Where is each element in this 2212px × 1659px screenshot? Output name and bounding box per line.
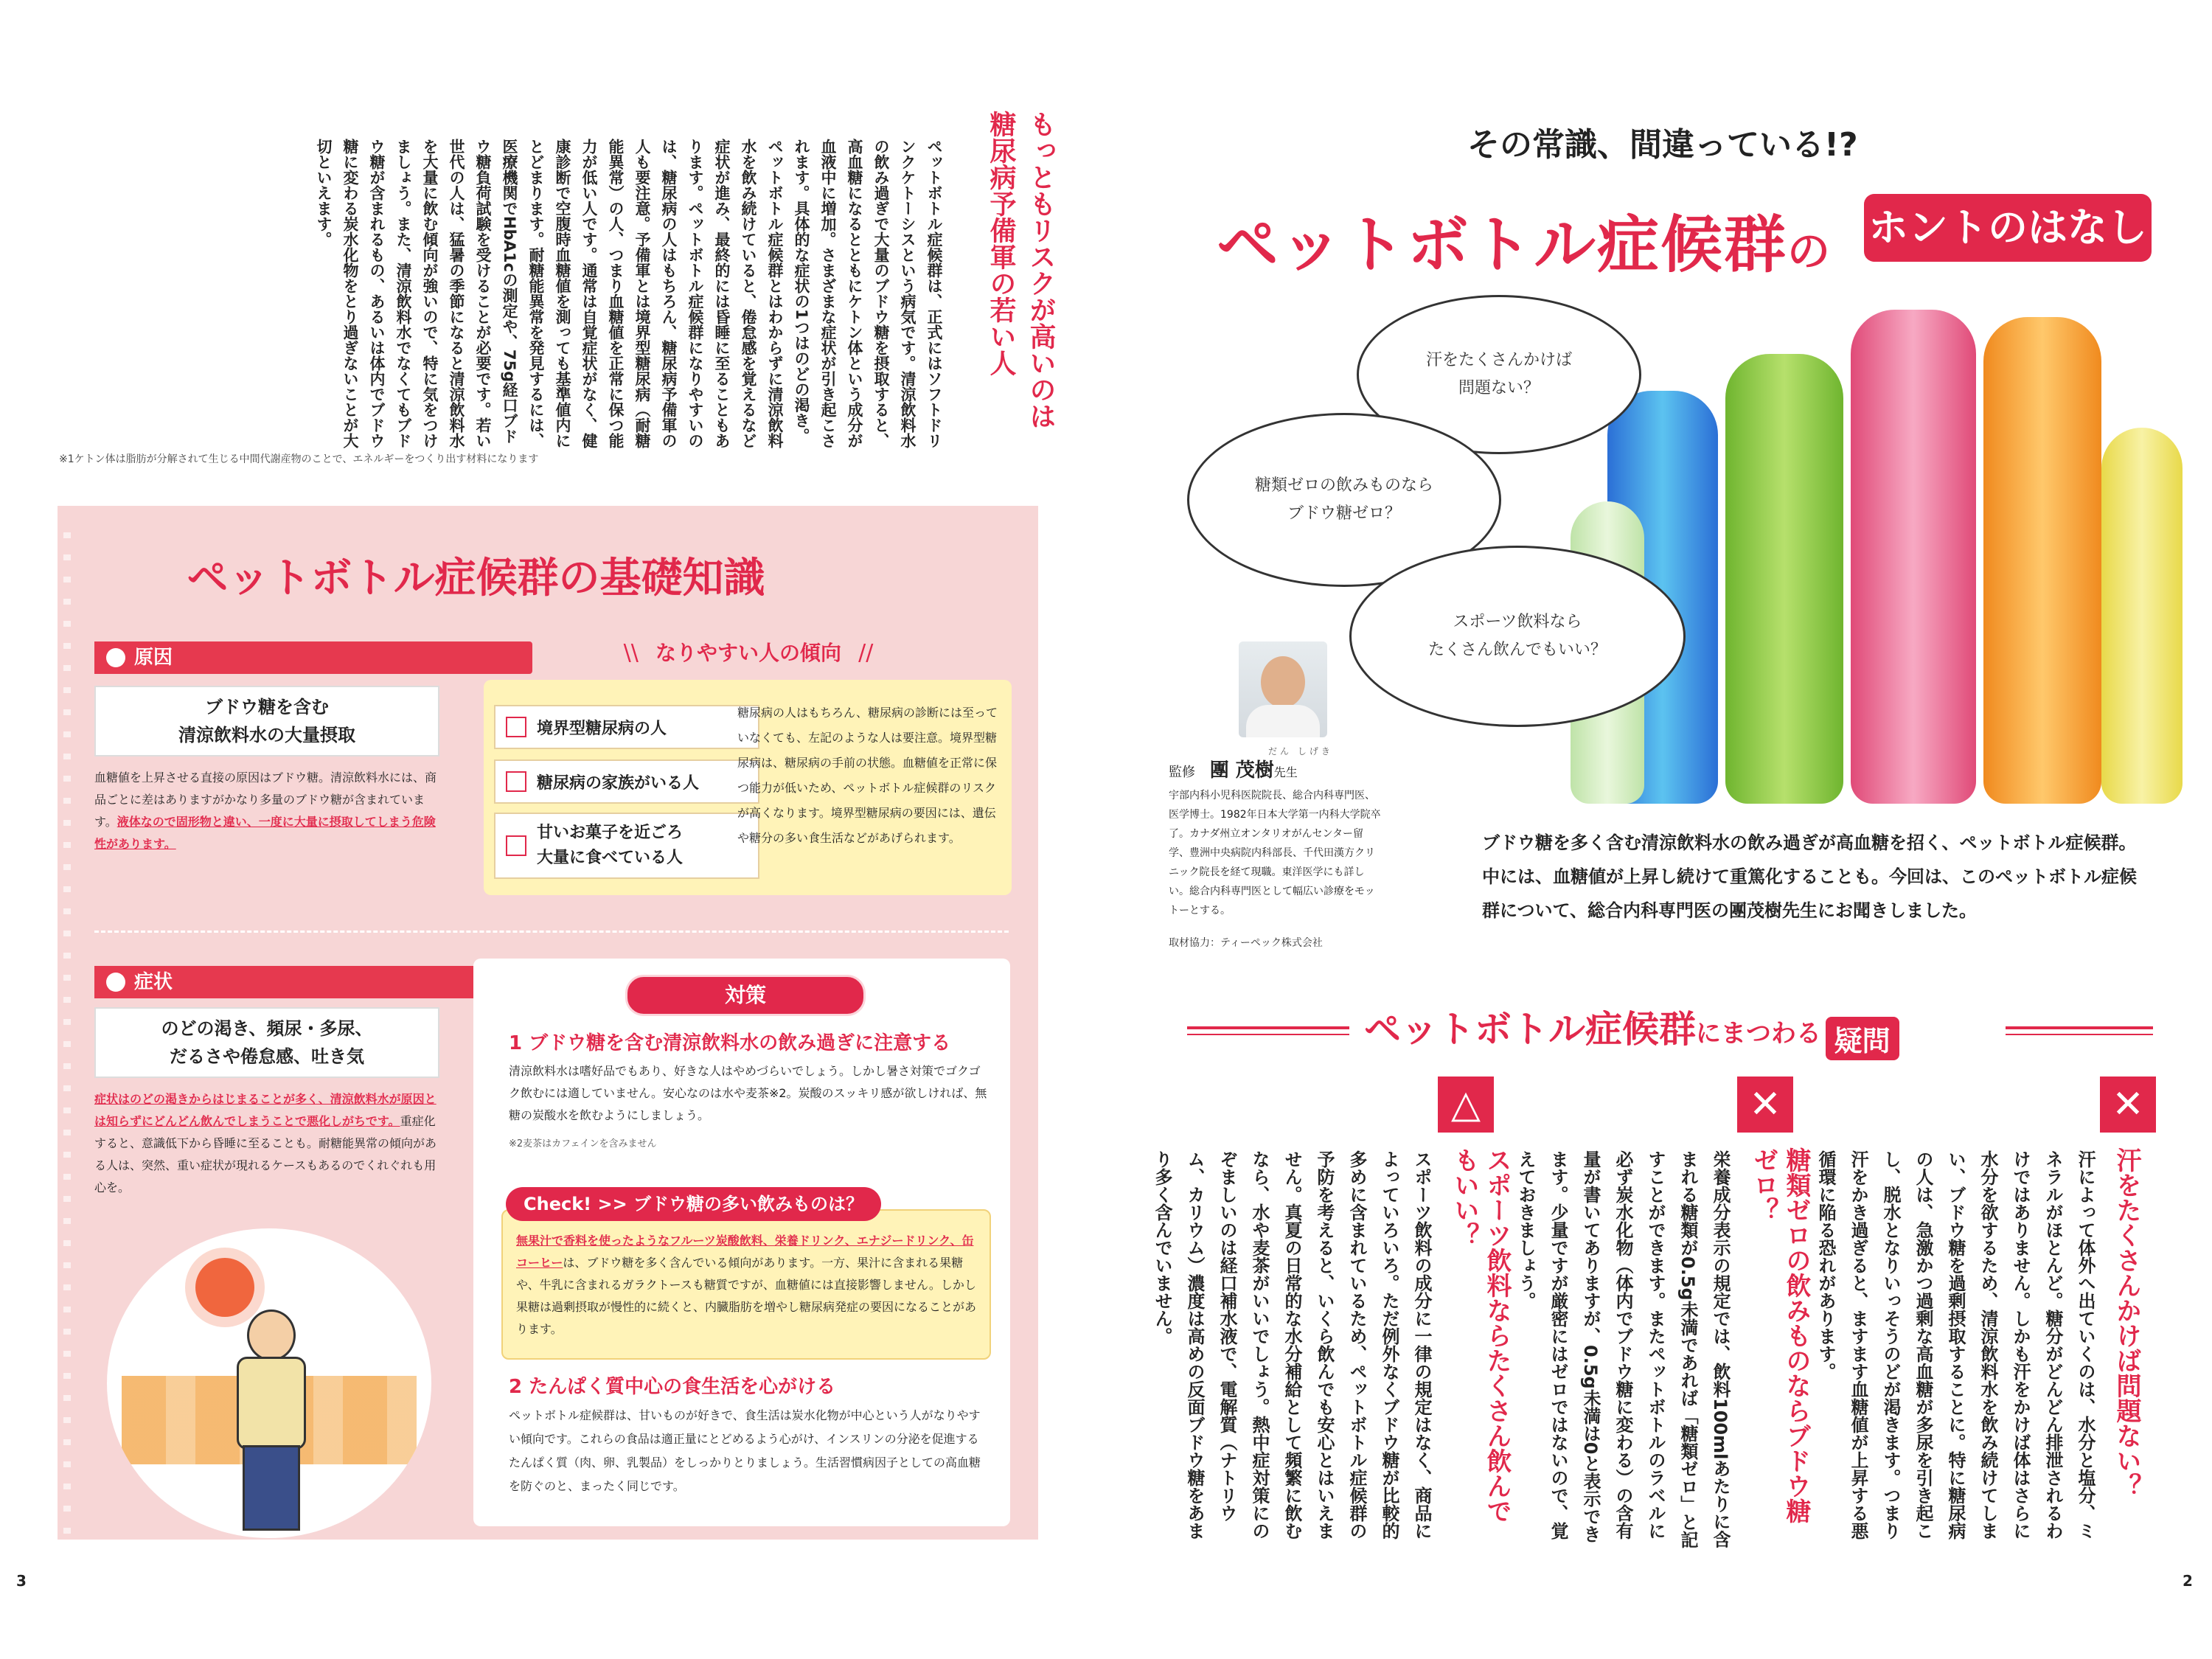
right-page-number: 2: [2183, 1572, 2193, 1590]
panel-edge-holes: [63, 516, 71, 1534]
basics-title: ペットボトル症候群の基礎知識: [187, 554, 765, 602]
tendency-text: 糖尿病の人はもちろん、糖尿病の診断には至っていなくても、左記のような人は要注意。境界型糖尿病は、糖尿病の手前の状態。血糖値を正常に保つ能力が低いため、ペットボトル症候群のリスクが高くなります。境界型糖尿病の要因には、遺伝や糖分の多い食生活などがあげられます。: [737, 706, 998, 845]
main-title-no: の: [1787, 226, 1832, 276]
symptom-text-block: [94, 1088, 441, 1199]
tendency-title-wrap: \\ なりやすい人の傾向 //: [623, 640, 874, 666]
mark-triangle-icon: △: [1438, 1077, 1494, 1133]
supervisor-name-line: [1169, 755, 1298, 782]
check-icon: [506, 835, 526, 856]
cloud-text: スポーツ飲料なら たくさん飲んでもいい？: [1427, 613, 1607, 659]
kicker: その常識、間違っている!?: [1467, 126, 1858, 164]
supervisor-photo: [1239, 641, 1327, 737]
person-illustration: [232, 1310, 306, 1531]
check-highlight: 無果汁で香料を使ったようなフルーツ炭酸飲料、栄養ドリンク、エナジードリンク、缶コーヒー: [516, 1234, 974, 1270]
section-bar-right: [2006, 1026, 2153, 1029]
bottles-photo: [1600, 295, 2190, 811]
body-text: ペットボトル症候群は、正式にはソフトドリンクケトーシスという病気です。清涼飲料水の飲み過ぎで大量のブドウ糖を摂取すると、高血糖になるとともにケトン体という成分が血液中に増加。さまざまな症状が引き起こされます。具体的な症状の1つはのどの渇き。ペットボトル症候群とはわからずに清涼飲料水を飲み続けていると、倦怠感を覚えるなど症状が進み、最終的には昏睡に至ることもあります。ペットボトル症候群になりやすいのは、糖尿病の人はもちろん、糖尿病予備軍の人も要注意。予備軍とは境界型糖尿病（耐糖能異常）の人、つまり血糖値を正常に保つ能力が低い人です。通常は自覚症状がなく、健康診断で空腹時血糖値を測っても基準値内にとどまります。耐糖能異常を発見するには、医療機関でHbA1cの測定や、75g経口ブドウ糖負荷試験を受けることが必要です。若い世代の人は、猛暑の季節になると清涼飲料水を大量に飲む傾向が強いので、特に気をつけましょう。また、清涼飲料水でなくてもブドウ糖が含まれるもの、あるいは体内でブドウ糖に変わる炭水化物をとり過ぎないことが大切といえます。: [315, 139, 943, 448]
check-icon: [506, 771, 526, 792]
supervisor-name: 團 茂樹: [1209, 759, 1274, 782]
tendency-item-text: 甘いお菓子を近ごろ 大量に食べている人: [537, 824, 684, 867]
symptom-text: 重症化すると、意識低下から昏睡に至ることも。耐糖能異常の傾向がある人は、突然、重い症状が現れるケースもあるのでくれぐれも用心を。: [94, 1114, 437, 1194]
question-1-title: 汗をたくさんかけば問題ない？: [2112, 1147, 2141, 1498]
main-title-text: ペットボトル症候群: [1217, 209, 1788, 281]
questions-title-tag: 疑問: [1826, 1017, 1899, 1060]
measure1-text: 清涼飲料水は嗜好品でもあり、好きな人はやめづらいでしょう。しかし暑さ対策でゴクゴク飲むには適していません。安心なのは水や麦茶※2。炭酸のスッキリ感が欲しければ、無糖の炭酸水を飲むようにしましょう。: [509, 1064, 987, 1122]
check-title: Check! >> ブドウ糖の多い飲みものは？: [524, 1194, 864, 1214]
check-text: は、ブドウ糖を多く含んでいる傾向があります。一方、果汁に含まれる果糖や、牛乳に含まれるガラクトースも糖質ですが、血糖値には直接影響しません。しかし果糖は過剰摂取が慢性的に続くと、内臓脂肪を増やし糖尿病発症の要因になることがあります。: [516, 1256, 977, 1336]
cause-ribbon: [94, 641, 532, 674]
symptom-highlight: 症状はのどの渇きからはじまることが多く、清涼飲料水が原因とは知らずにどんどん飲んでしまうことで悪化しがちです。: [94, 1092, 437, 1128]
honto-badge: ホントのはなし: [1864, 194, 2152, 262]
question-2-title: 糖類ゼロの飲みものならブドウ糖ゼロ？: [1749, 1147, 1811, 1523]
cloud-text: 糖類ゼロの飲みものなら ブドウ糖ゼロ？: [1254, 476, 1433, 523]
symptom-box-text: のどの渇き、頻尿・多尿、 だるさや倦怠感、吐き気: [161, 1018, 373, 1067]
tendency-item-3: [494, 813, 759, 879]
measure1-title: 1 ブドウ糖を含む清涼飲料水の飲み過ぎに注意する: [509, 1032, 951, 1054]
check-text-block: [516, 1230, 981, 1340]
thought-cloud-3: [1349, 546, 1686, 727]
supervisor-ruby: だん しげき: [1268, 746, 1333, 757]
tendency-item-1: [494, 705, 759, 749]
dot-icon: [106, 973, 125, 992]
main-title: [1217, 195, 1832, 285]
mark-cross-icon: ✕: [1737, 1077, 1793, 1133]
tendency-item-text: 境界型糖尿病の人: [537, 719, 667, 738]
cloud-text: 汗をたくさんかけば 問題ない？: [1425, 351, 1572, 397]
dot-icon: [106, 648, 125, 667]
tendency-item-2: [494, 759, 759, 804]
measures-label: 対策: [724, 983, 766, 1007]
measures-label-pill: [625, 975, 866, 1016]
questions-title: [1364, 1000, 1899, 1060]
cause-box: [94, 686, 439, 757]
supervisor-suffix: 先生: [1273, 765, 1298, 779]
lead-text: ブドウ糖を多く含む清涼飲料水の飲み過ぎが高血糖を招く、ペットボトル症候群。中には、血糖値が上昇し続けて重篤化することも。今回は、このペットボトル症候群について、総合内科専門医の團茂樹先生にお聞きしました。: [1482, 832, 2137, 921]
measure1-note: ※2麦茶はカフェインを含みません: [509, 1138, 657, 1150]
illustration-circle: [107, 1228, 431, 1538]
measure2-text: ペットボトル症候群は、甘いものが好きで、食生活は炭水化物が中心という人がなりやすい傾向です。これらの食品は適正量にとどめるよう心がけ、インスリンの分泌を促進するたんぱく質（肉、卵、乳製品）をしっかりとりましょう。生活習慣病因子としての高血糖を防ぐのと、まったく同じです。: [509, 1408, 981, 1493]
mark-cross-icon: ✕: [2100, 1077, 2156, 1133]
heading-line-1: もっともリスクが高いのは: [1026, 111, 1056, 429]
cause-label: 原因: [134, 647, 173, 669]
question-3-body: スポーツ飲料の成分に一律の規定はなく、商品によっていろいろ。ただ例外なくブドウ糖が比較的多めに含まれているため、ペットボトル症候群の予防を考えると、いくら飲んでも安心とはいえません。真夏の日常的な水分補給として頻繁に飲むなら、水や麦茶がいいでしょう。熱中症対策にのぞましいのは経口補水液で、電解質（ナトリウム、カリウム）濃度は高めの反面ブドウ糖をあまり多く含んでいません。: [1152, 1150, 1432, 1540]
question-3-title: スポーツ飲料ならたくさん飲んでもいい？: [1450, 1147, 1512, 1523]
cause-highlight: 液体なので固形物と違い、一度に大量に摂取してしまう危険性があります。: [94, 815, 436, 851]
left-page-body: [44, 139, 947, 456]
cooperation: 取材協力：ティーペック株式会社: [1169, 937, 1323, 949]
symptom-box: [94, 1007, 439, 1078]
supervisor-bio: 宇部内科小児科医院院長、総合内科専門医、医学博士。1982年日本大学第一内科大学院卒了。カナダ州立オンタリオがんセンター留学、豊洲中央病院内科部長、千代田漢方クリニック院長を経て現職。東洋医学にも詳しい。総合内科専門医として幅広い診療をモットーとする。: [1169, 790, 1381, 917]
questions-title-main: ペットボトル症候群: [1364, 1008, 1696, 1051]
bottle-orange: [1983, 317, 2101, 804]
check-title-pill: [506, 1187, 881, 1221]
bottle-green: [1725, 354, 1843, 804]
supervisor-label: 監修: [1169, 765, 1195, 780]
bottle-pink: [1851, 310, 1976, 804]
tendency-item-text: 糖尿病の家族がいる人: [537, 773, 700, 793]
cause-box-text: ブドウ糖を含む 清涼飲料水の大量摂取: [178, 697, 355, 745]
sun-icon: [195, 1258, 254, 1317]
questions-title-mid: にまつわる: [1696, 1019, 1821, 1048]
heading-line-2: 糖尿病予備軍の若い人: [986, 111, 1016, 376]
footnote: ※1ケトン体は脂肪が分解されて生じる中間代謝産物のことで、エネルギーをつくり出す材料になります: [59, 453, 539, 465]
tendency-title: なりやすい人の傾向: [655, 641, 841, 665]
symptom-label: 症状: [134, 971, 173, 993]
question-2-body: 栄養成分表示の規定では、飲料100mlあたりに含まれる糖類が0.5g未満であれば「糖類ゼロ」と記すことができます。またペットボトルのラベルに必ず炭水化物（体内でブドウ糖に変わる）の含有量が書いてありますが、0.5g未満は0と表示できます。少量ですが厳密にはゼロではないので、覚えておきましょう。: [1515, 1150, 1731, 1548]
check-icon: [506, 717, 526, 737]
cause-text-block: [94, 767, 441, 855]
left-page-number: 3: [16, 1572, 27, 1590]
section-bar-left: [1187, 1026, 1349, 1029]
left-page-heading: [981, 111, 1060, 442]
section-bar-right-2: [2006, 1034, 2153, 1035]
symptom-ribbon: [94, 966, 532, 998]
question-1-body: 汗によって体外へ出ていくのは、水分と塩分、ミネラルがほとんど。糖分がどんどん排泄されるわけではありません。しかも汗をかけば体はさらに水分を欲するため、清涼飲料水を飲み続けてしまい、ブドウ糖を過剰摂取することに。特に糖尿病の人は、急激かつ過剰な高血糖が多尿を引き起こし、脱水となりいっそうのどが渇きます。つまり汗をかき過ぎると、ますます血糖値が上昇する悪循環に陥る恐れがあります。: [1815, 1150, 2096, 1540]
section-bar-left-2: [1187, 1034, 1349, 1035]
bottle-yellow: [2101, 428, 2183, 804]
divider: [94, 931, 1009, 933]
measure2-title: 2 たんぱく質中心の食生活を心がける: [509, 1376, 836, 1398]
cause-text: 血糖値を上昇させる直接の原因はブドウ糖。清涼飲料水には、商品ごとに差はありますがかなり多量のブドウ糖が含まれています。: [94, 771, 437, 829]
